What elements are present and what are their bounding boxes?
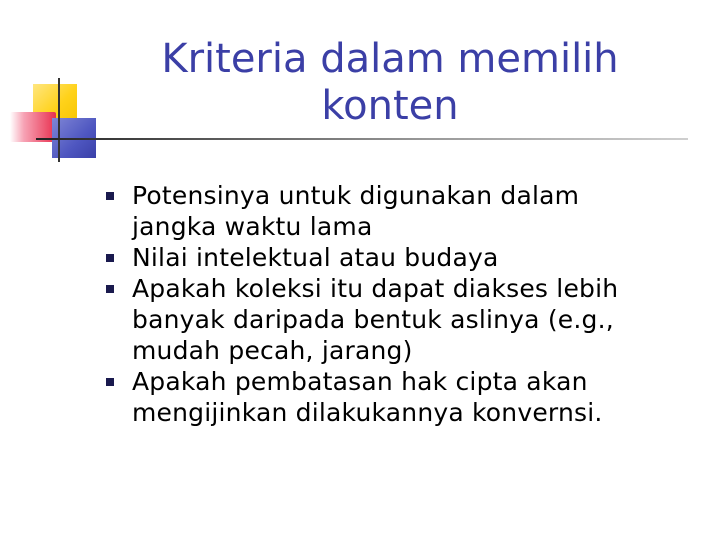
bullet-item <box>106 366 666 428</box>
title-underline-divider <box>36 138 688 140</box>
bullet-text: Apakah koleksi itu dapat diakses lebih banyak daripada bentuk aslinya (e.g., mudah pecah, jarang) <box>132 274 619 365</box>
slide-title-line-2: konten <box>321 83 459 129</box>
slide-title-line-1: Kriteria dalam memilih <box>161 36 619 82</box>
bullet-text: Potensinya untuk digunakan dalam jangka waktu lama <box>132 181 580 241</box>
bullet-text: Apakah pembatasan hak cipta akan mengijinkan dilakukannya konvernsi. <box>132 367 603 427</box>
square-bullet-icon <box>106 254 114 262</box>
bullet-list <box>106 180 666 428</box>
bullet-item <box>106 180 666 242</box>
bullet-item <box>106 242 666 273</box>
square-bullet-icon <box>106 192 114 200</box>
bullet-text: Nilai intelektual atau budaya <box>132 243 499 272</box>
square-bullet-icon <box>106 285 114 293</box>
bullet-item <box>106 273 666 366</box>
slide-title <box>150 36 630 130</box>
square-bullet-icon <box>106 378 114 386</box>
decorative-vertical-line <box>58 78 60 162</box>
